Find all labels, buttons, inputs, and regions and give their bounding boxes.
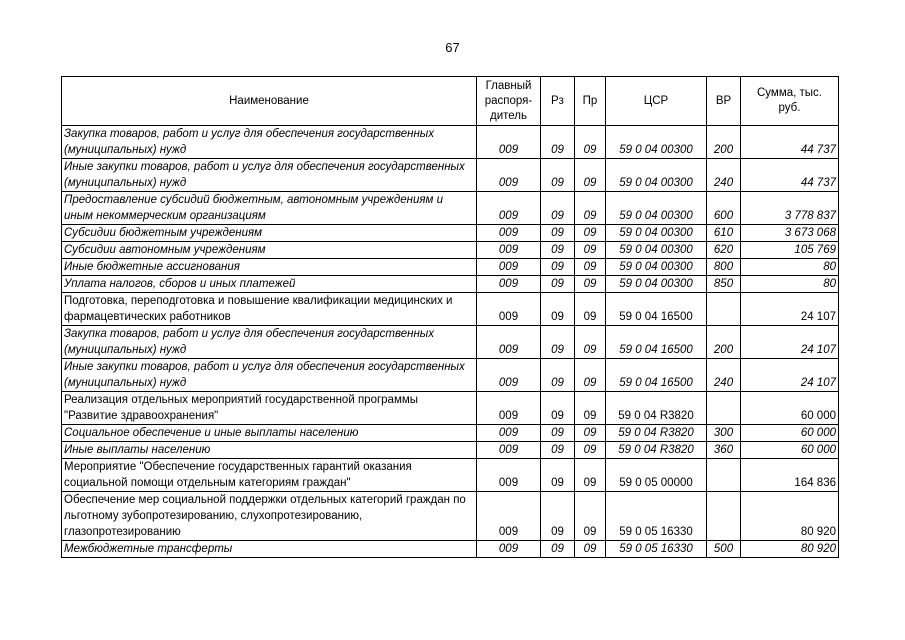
row-csr: 59 0 04 R3820 [606,442,707,459]
table-row [62,293,839,326]
row-rz: 09 [541,276,575,293]
row-sum: 60 000 [741,425,839,442]
row-pr: 09 [575,459,606,492]
row-sum: 24 107 [741,326,839,359]
row-name: Обеспечение мер социальной поддержки отдельных категорий граждан по льготному зубопротезированию, слухопротезированию, глазопротезированию [62,492,477,541]
header-pr: Пр [575,77,606,126]
row-csr: 59 0 04 16500 [606,359,707,392]
row-name: Социальное обеспечение и иные выплаты населению [62,425,477,442]
row-vr: 600 [707,192,741,225]
row-rz: 09 [541,192,575,225]
row-pr: 09 [575,541,606,558]
table-row [62,159,839,192]
row-name: Иные закупки товаров, работ и услуг для обеспечения государственных (муниципальных) нужд [62,359,477,392]
row-rz: 09 [541,541,575,558]
header-row [62,77,839,126]
row-rz: 09 [541,459,575,492]
row-glav: 009 [477,425,541,442]
table-row [62,326,839,359]
row-name: Мероприятие "Обеспечение государственных гарантий оказания социальной помощи отдельным категориям граждан" [62,459,477,492]
row-pr: 09 [575,425,606,442]
row-name: Реализация отдельных мероприятий государственной программы "Развитие здравоохранения" [62,392,477,425]
row-csr: 59 0 04 00300 [606,242,707,259]
row-vr [707,492,741,541]
row-csr: 59 0 04 16500 [606,326,707,359]
row-rz: 09 [541,242,575,259]
row-sum: 80 [741,259,839,276]
row-glav: 009 [477,359,541,392]
page-number: 67 [445,40,460,55]
header-vr: ВР [707,77,741,126]
row-glav: 009 [477,159,541,192]
row-glav: 009 [477,242,541,259]
row-csr: 59 0 05 16330 [606,541,707,558]
row-pr: 09 [575,242,606,259]
row-glav: 009 [477,459,541,492]
row-glav: 009 [477,541,541,558]
row-csr: 59 0 04 00300 [606,276,707,293]
row-name: Закупка товаров, работ и услуг для обеспечения государственных (муниципальных) нужд [62,126,477,159]
row-sum: 24 107 [741,293,839,326]
header-glav [477,77,541,126]
table-row [62,126,839,159]
row-pr: 09 [575,192,606,225]
row-name: Иные бюджетные ассигнования [62,259,477,276]
row-sum: 80 920 [741,541,839,558]
row-pr: 09 [575,359,606,392]
row-name: Межбюджетные трансферты [62,541,477,558]
row-pr: 09 [575,276,606,293]
row-pr: 09 [575,326,606,359]
table-row [62,359,839,392]
row-pr: 09 [575,442,606,459]
header-sum-text: Сумма, тыс. руб. [756,87,822,114]
row-vr: 240 [707,159,741,192]
row-name: Субсидии автономным учреждениям [62,242,477,259]
row-vr: 500 [707,541,741,558]
row-csr: 59 0 04 00300 [606,259,707,276]
row-vr: 360 [707,442,741,459]
row-rz: 09 [541,126,575,159]
table-row [62,242,839,259]
row-sum: 44 737 [741,159,839,192]
row-csr: 59 0 04 R3820 [606,392,707,425]
row-vr: 300 [707,425,741,442]
row-csr: 59 0 05 16330 [606,492,707,541]
row-rz: 09 [541,392,575,425]
row-glav: 009 [477,293,541,326]
row-rz: 09 [541,492,575,541]
table-row [62,259,839,276]
row-name: Уплата налогов, сборов и иных платежей [62,276,477,293]
header-name: Наименование [62,77,477,126]
header-glav-text: Главный распоря-дитель [484,79,533,122]
row-vr: 850 [707,276,741,293]
row-pr: 09 [575,126,606,159]
row-rz: 09 [541,293,575,326]
row-csr: 59 0 04 16500 [606,293,707,326]
row-glav: 009 [477,492,541,541]
row-vr [707,459,741,492]
row-csr: 59 0 04 00300 [606,192,707,225]
budget-table [61,76,839,558]
row-glav: 009 [477,126,541,159]
table-row [62,392,839,425]
row-pr: 09 [575,392,606,425]
row-rz: 09 [541,425,575,442]
table-row [62,276,839,293]
row-rz: 09 [541,159,575,192]
header-sum [741,77,839,126]
table-row [62,459,839,492]
row-pr: 09 [575,492,606,541]
row-vr: 200 [707,126,741,159]
row-csr: 59 0 04 00300 [606,225,707,242]
row-vr: 620 [707,242,741,259]
row-sum: 164 836 [741,459,839,492]
header-rz: Рз [541,77,575,126]
row-sum: 80 920 [741,492,839,541]
header-csr: ЦСР [606,77,707,126]
row-sum: 24 107 [741,359,839,392]
row-rz: 09 [541,442,575,459]
row-glav: 009 [477,259,541,276]
row-rz: 09 [541,359,575,392]
row-pr: 09 [575,259,606,276]
table-row [62,541,839,558]
row-vr [707,392,741,425]
row-csr: 59 0 05 00000 [606,459,707,492]
row-name: Подготовка, переподготовка и повышение квалификации медицинских и фармацевтических работников [62,293,477,326]
row-vr: 610 [707,225,741,242]
row-pr: 09 [575,293,606,326]
table-row [62,425,839,442]
row-vr: 240 [707,359,741,392]
row-pr: 09 [575,225,606,242]
row-sum: 105 769 [741,242,839,259]
table-row [62,192,839,225]
row-glav: 009 [477,225,541,242]
row-name: Закупка товаров, работ и услуг для обеспечения государственных (муниципальных) нужд [62,326,477,359]
row-rz: 09 [541,259,575,276]
row-csr: 59 0 04 00300 [606,126,707,159]
row-name: Иные закупки товаров, работ и услуг для обеспечения государственных (муниципальных) нужд [62,159,477,192]
row-name: Предоставление субсидий бюджетным, автономным учреждениям и иным некоммерческим организациям [62,192,477,225]
row-glav: 009 [477,192,541,225]
table-row [62,492,839,541]
row-vr: 200 [707,326,741,359]
row-pr: 09 [575,159,606,192]
row-name: Субсидии бюджетным учреждениям [62,225,477,242]
row-sum: 60 000 [741,442,839,459]
row-glav: 009 [477,276,541,293]
table-row [62,225,839,242]
table-row [62,442,839,459]
row-rz: 09 [541,225,575,242]
row-vr: 800 [707,259,741,276]
row-glav: 009 [477,326,541,359]
row-sum: 60 000 [741,392,839,425]
row-vr [707,293,741,326]
row-glav: 009 [477,442,541,459]
row-name: Иные выплаты населению [62,442,477,459]
row-glav: 009 [477,392,541,425]
row-sum: 3 673 068 [741,225,839,242]
row-csr: 59 0 04 R3820 [606,425,707,442]
row-sum: 3 778 837 [741,192,839,225]
row-sum: 44 737 [741,126,839,159]
row-sum: 80 [741,276,839,293]
row-csr: 59 0 04 00300 [606,159,707,192]
row-rz: 09 [541,326,575,359]
